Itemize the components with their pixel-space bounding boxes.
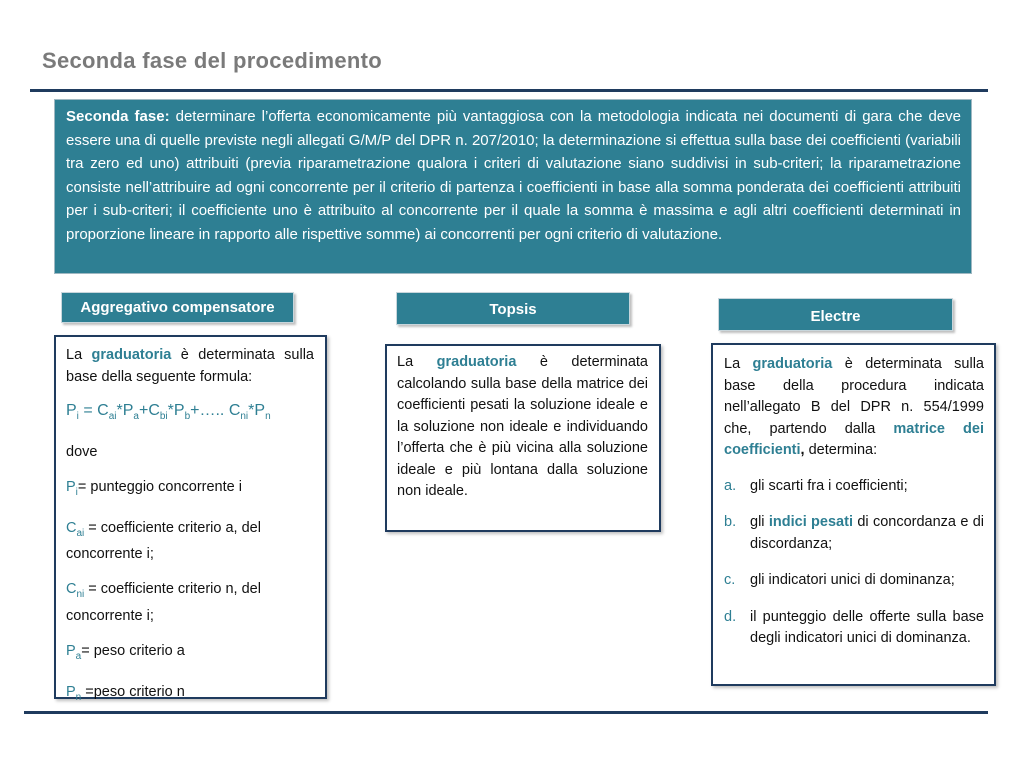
electre-box bbox=[711, 343, 996, 686]
definition-item: $P_n$ =peso criterio n bbox=[66, 683, 185, 703]
intro-text: determinare l’offerta economicamente più vantaggiosa con la metodologia indicata nei documenti di gara che deve essere una di quelle previste negli allegati G/M/P del DPR n. 207/2010; la determinazione si effettua sulla base dei coefficienti (variabili tra zero ed uno) attribuiti (previa riparametrazione qualora i criteri di valutazione siano suddivisi in sub-criteri; la riparametrazione consiste nell’attribuire ad ogni concorrente per il criterio di partenza i coefficienti in base alla somma ponderata dei coefficienti attribuiti per i sub-criteri; il coefficiente uno è attribuito al concorrente per il quale la somma è massima e agli altri coefficienti determinati in proporzione lineare in rapporto alle rispettive somme) ai concorrenti per ogni criterio di valutazione. bbox=[66, 108, 961, 243]
topsis-box bbox=[385, 344, 661, 532]
electre-header: Electre bbox=[718, 298, 953, 331]
page-title: Seconda fase del procedimento bbox=[42, 48, 383, 73]
topsis-header: Topsis bbox=[396, 292, 630, 325]
list-item: a. gli scarti fra i coefficienti; bbox=[724, 477, 908, 494]
bottom-divider bbox=[24, 711, 988, 714]
intro-box bbox=[54, 99, 972, 274]
aggregativo-formula: $P_i$ = $C_{ai}*P_a+C_{bi}*P_b+\dots$.. $C_{ni}*P_n$ bbox=[66, 402, 271, 423]
list-item: d. il punteggio delle offerte sulla base degli indicatori unici di dominanza. bbox=[724, 608, 984, 646]
aggregativo-intro: La graduatoria è determinata sulla base della seguente formula: bbox=[66, 347, 314, 385]
aggregativo-dove: dove bbox=[66, 443, 98, 460]
list-item: c. gli indicatori unici di dominanza; bbox=[724, 572, 955, 588]
definition-item: $P_a=$ peso criterio a bbox=[66, 643, 185, 663]
definition-item: $C_{ai}$ = coefficiente criterio a, del concorrente i; bbox=[66, 519, 261, 562]
intro-label: Seconda fase: bbox=[66, 108, 170, 125]
definition-item: $P_i=$ punteggio concorrente i bbox=[66, 479, 242, 499]
aggregativo-header: Aggregativo compensatore bbox=[61, 292, 294, 323]
aggregativo-box bbox=[54, 335, 327, 703]
electre-list bbox=[724, 476, 984, 650]
topsis-text: La graduatoria è determinata calcolando sulla base della matrice dei coefficienti pesati la soluzione ideale e la soluzione non ideale e individuando l’offerta che è più vicina alla soluzione ideale e più lontana dalla soluzione non ideale. bbox=[397, 354, 648, 499]
electre-text: La graduatoria è determinata sulla base della procedura indicata nell’allegato B del DPR n. 554/1999 che, partendo dalla matrice dei coefficienti, determina: bbox=[724, 356, 984, 458]
list-item: b. gli indici pesati di concordanza e di discordanza; bbox=[724, 514, 985, 552]
top-divider bbox=[30, 89, 988, 92]
definition-item: $C_{ni}$ = coefficiente criterio n, del concorrente i; bbox=[66, 581, 261, 624]
